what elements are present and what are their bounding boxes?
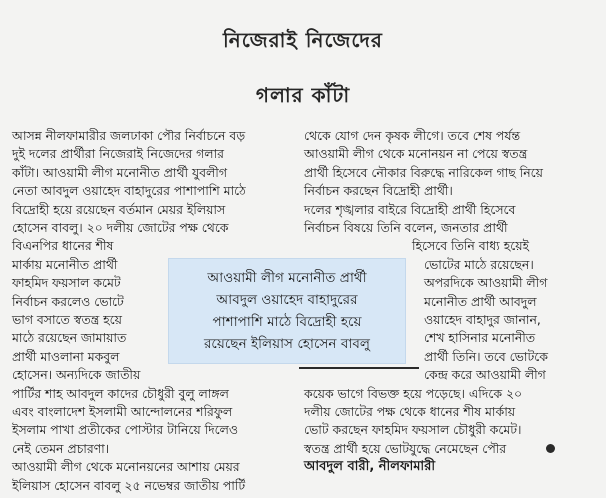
- article-line: ফাহমিদ ফয়সাল কমেট: [12, 275, 121, 291]
- headline-line-2: গলার কাঁটা: [255, 83, 351, 107]
- article-line: দুই দলের প্রার্থীরা নিজেরাই নিজেদের গলার: [12, 146, 224, 162]
- pull-quote-line: আওয়ামী লীগ মনোনীত প্রার্থী: [207, 270, 367, 286]
- article-line: আওয়ামী লীগ থেকে মনোনয়ন না পেয়ে স্বতন্ত্র: [304, 146, 528, 162]
- article-line: কয়েক ভাগে বিভক্ত হয়ে পড়েছে। এদিকে ২০: [304, 385, 523, 401]
- article-line: নেতা আবদুল ওয়াহেদ বাহাদুরের পাশাপাশি মাঠে: [12, 183, 246, 199]
- article-right-column-end: [304, 0, 596, 498]
- article-line: ইলিয়াস হোসেন বাবলু ২৫ নভেম্বর জাতীয় পার্টি: [12, 477, 246, 493]
- article-line: নির্বাচন বিষয়ে তিনি বলেন, জনতার প্রার্থী: [304, 220, 508, 235]
- article-line: বিএনপির ধানের শীষ: [12, 238, 114, 254]
- article-line: দলীয় জোটের পক্ষ থেকে ধানের শীষ মার্কায়: [304, 404, 516, 419]
- article-left-column: [12, 0, 294, 498]
- article-line: আসন্ন নীলফামারীর জলঢাকা পৌর নির্বাচনে বড়: [12, 128, 246, 143]
- article-line: ওয়াহেদ বাহাদুর জানান,: [424, 312, 541, 327]
- article-line: বিদ্রোহী হয়ে রয়েছেন বর্তমান মেয়র ইলিয়াস: [12, 201, 226, 217]
- article-line: প্রার্থী তিনি। তবে ভোটকে: [424, 348, 548, 364]
- article-line: শেখ হাসিনার মনোনীত: [424, 330, 536, 346]
- pull-quote-line: আবদুল ওয়াহেদ বাহাদুরের: [216, 292, 358, 308]
- article-line: হিসেবে তিনি বাধ্য হয়েই: [412, 238, 529, 254]
- article-line: ভাগ বসাতে স্বতন্ত্র হয়ে: [12, 312, 122, 327]
- pull-quote-line: রয়েছেন ইলিয়াস হোসেন বাবলু: [203, 336, 371, 352]
- article-line: অপরদিকে আওয়ামী লীগ: [424, 275, 548, 291]
- article-line: প্রার্থী মাওলানা মকবুল: [12, 348, 120, 364]
- article-line: ভোট করছেন ফাহমিদ ফয়সাল চৌধুরী কমেট।: [304, 422, 522, 438]
- article-line: হোসেন। অন্যদিকে জাতীয়: [12, 367, 141, 383]
- article-end-mark: [546, 444, 555, 453]
- article-line: নির্বাচন করলেও ভোটে: [12, 293, 124, 309]
- article-line: হোসেন বাবলু। ২০ দলীয় জোটের পক্ষ থেকে: [12, 220, 229, 235]
- article-line: ইসলাম পাখা প্রতীকের পোস্টার টানিয়ে দিলেও: [12, 422, 238, 438]
- article-line: আওয়ামী লীগ থেকে মনোনয়নের আশায় মেয়র: [12, 459, 240, 475]
- article-line: কাঁটা। আওয়ামী লীগ মনোনীত প্রার্থী যুবলীগ: [12, 164, 227, 180]
- article-line: থেকে যোগ দেন কৃষক লীগে। তবে শেষ পর্যন্ত: [304, 128, 521, 143]
- article-line: স্বতন্ত্র প্রার্থী হয়ে ভোটযুদ্ধে নেমেছেন পৌর: [304, 440, 507, 456]
- headline-line-1: নিজেরাই নিজেদের: [223, 28, 383, 52]
- article-line: কেন্দ্র করে আওয়ামী লীগ: [424, 367, 546, 383]
- article-line: পার্টির শাহ আবদুল কাদের চৌধুরী বুলু লাঙ্গল: [12, 385, 229, 401]
- article-line: মনোনীত প্রার্থী আবদুল: [424, 293, 537, 309]
- article-line: এবং বাংলাদেশ ইসলামী আন্দোলনের শরিফুল: [12, 404, 233, 419]
- article-line: নির্বাচন করছেন বিদ্রোহী প্রার্থী।: [304, 183, 453, 199]
- byline: আবদুল বারী, নীলফামারী: [304, 459, 436, 475]
- pull-quote-line: পাশাপাশি মাঠে বিদ্রোহী হয়ে: [212, 314, 362, 330]
- article-line: মাঠে রয়েছেন জামায়াত: [12, 330, 127, 346]
- article-line: ভোটের মাঠে রয়েছেন।: [424, 256, 534, 272]
- article-line: দলের শৃঙ্খলার বাইরে বিদ্রোহী প্রার্থী হিসেবে: [304, 201, 516, 217]
- article-line: নেই তেমন প্রচারণা।: [12, 440, 110, 456]
- article-line: মার্কায় মনোনীত প্রার্থী: [12, 256, 118, 272]
- article-line: প্রার্থী হিসেবে নৌকার বিরুদ্ধে নারিকেল গাছ নিয়ে: [304, 164, 543, 180]
